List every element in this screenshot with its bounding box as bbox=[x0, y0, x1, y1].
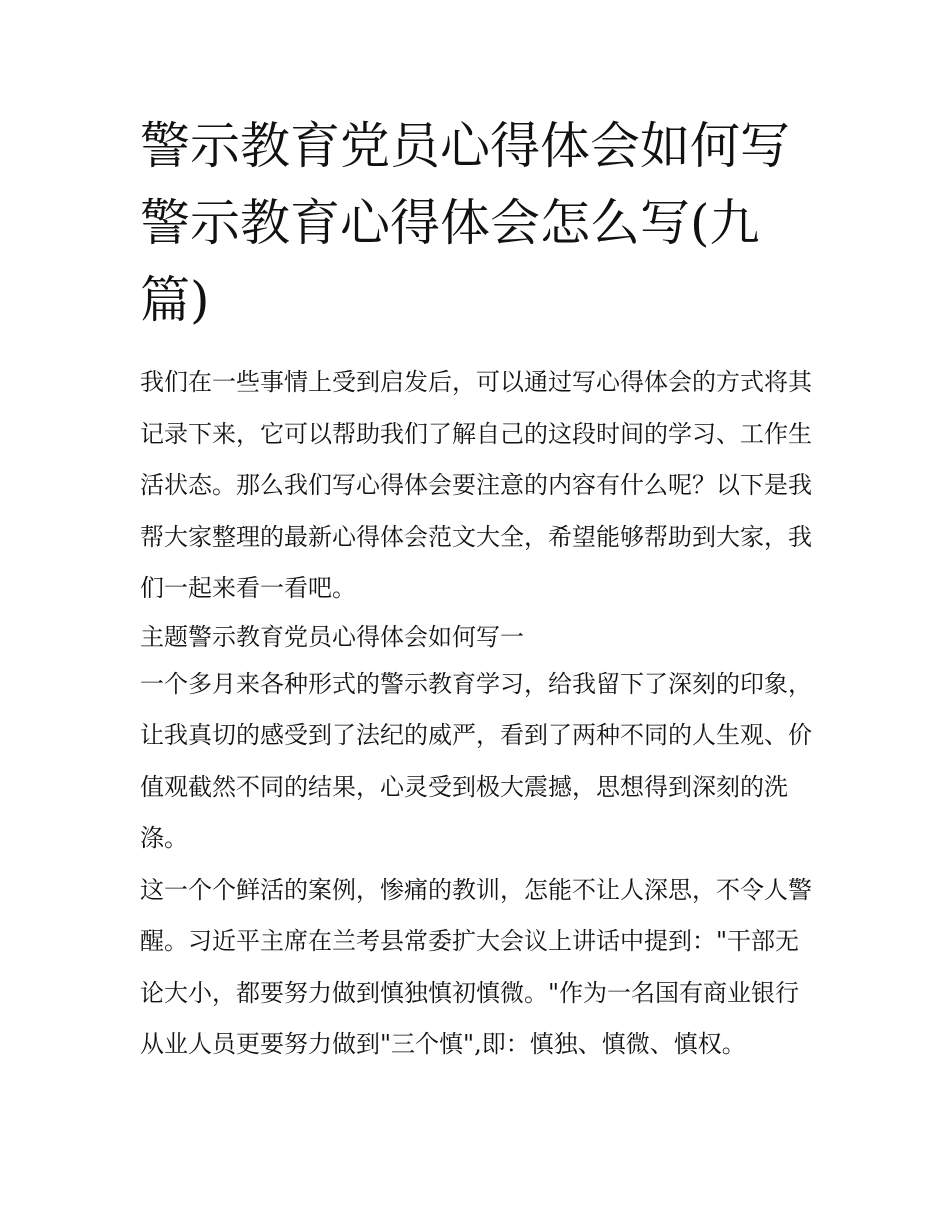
section-heading: 主题警示教育党员心得体会如何写一 bbox=[140, 622, 524, 651]
intro-paragraph: 我们在一些事情上受到启发后，可以通过写心得体会的方式将其记录下来，它可以帮助我们了解自己的这段时间的学习、工作生活状态。那么我们写心得体会要注意的内容有什么呢？以下是我帮大家整理的最新心得体会范文大全，希望能够帮助到大家，我们一起来看一看吧。 bbox=[140, 368, 812, 602]
document-content bbox=[140, 108, 820, 1071]
document-title: 警示教育党员心得体会如何写警示教育心得体会怎么写(九篇) bbox=[140, 117, 790, 329]
document-body bbox=[140, 357, 820, 1071]
body-paragraph-2: 这一个个鲜活的案例，惨痛的教训，怎能不让人深思，不令人警醒。习近平主席在兰考县常委扩大会议上讲话中提到："干部无论大小，都要努力做到慎独慎初慎微。"作为一名国有商业银行从业人员更要努力做到"三个慎",即：慎独、慎微、慎权。 bbox=[140, 875, 812, 1058]
body-paragraph-1: 一个多月来各种形式的警示教育学习，给我留下了深刻的印象，让我真切的感受到了法纪的威严，看到了两种不同的人生观、价值观截然不同的结果，心灵受到极大震撼，思想得到深刻的洗涤。 bbox=[140, 669, 812, 852]
